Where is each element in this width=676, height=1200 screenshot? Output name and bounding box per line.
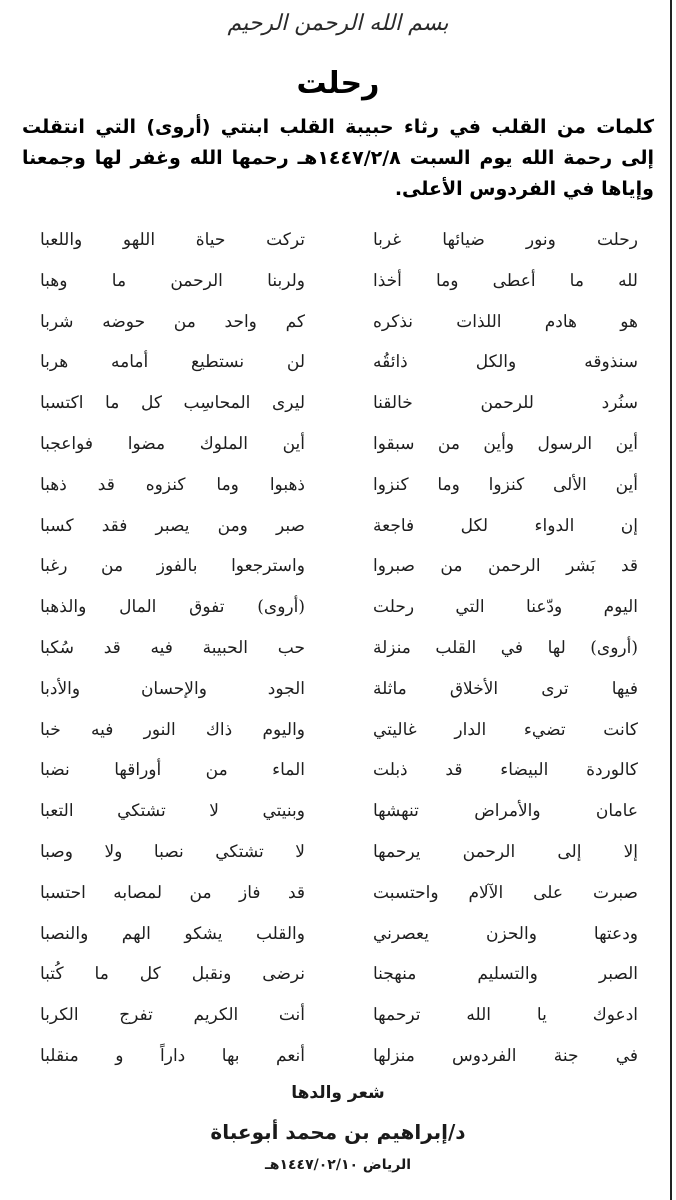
author-name: د/إبراهيم بن محمد أبوعباة <box>210 1120 466 1144</box>
intro-paragraph: كلمات من القلب في رثاء حبيبة القلب ابنتي (أروى) التي انتقلت إلى رحمة الله يوم السبت ١٤٤٧/٢/٨هـ رحمها الله وغفر لها وجمعنا وإياها في الفردوس الأعلى. <box>22 116 654 200</box>
poem-verse <box>40 914 638 955</box>
poem-verse <box>40 302 638 343</box>
verse-second-hemistich: ولربنا الرحمن ما وهبا <box>40 270 305 291</box>
verse-second-hemistich: وبنيتي لا تشتكي التعبا <box>40 801 305 822</box>
verse-second-hemistich: الماء من أوراقها نضبا <box>40 760 305 781</box>
poem-verse <box>40 628 638 669</box>
poem-title: رحلت <box>296 66 380 101</box>
verse-second-hemistich: ذهبوا وما كنزوه قد ذهبا <box>40 474 305 495</box>
poem-verse <box>40 995 638 1036</box>
poem-verse <box>40 465 638 506</box>
poem-verse <box>40 832 638 873</box>
verse-second-hemistich: أنت الكريم تفرج الكربا <box>40 1005 305 1026</box>
verse-first-hemistich: لله ما أعطى وما أخذا <box>373 270 638 291</box>
verse-first-hemistich: اليوم ودّعنا التي رحلت <box>373 597 638 618</box>
verse-first-hemistich: كالوردة البيضاء قد ذبلت <box>373 760 638 781</box>
poem-verse <box>40 506 638 547</box>
verse-second-hemistich: لا تشتكي نصبا ولا وصبا <box>40 841 305 862</box>
verse-first-hemistich: أين الألى كنزوا وما كنزوا <box>373 474 638 495</box>
verse-first-hemistich: فيها ترى الأخلاق ماثلة <box>373 678 638 699</box>
verse-first-hemistich: (أروى) لها في القلب منزلة <box>373 637 638 658</box>
verse-first-hemistich: إلا إلى الرحمن يرحمها <box>373 841 638 862</box>
verse-second-hemistich: صبر ومن يصبر فقد كسبا <box>40 515 305 536</box>
verse-second-hemistich: (أروى) تفوق المال والذهبا <box>40 597 305 618</box>
verse-second-hemistich: الجود والإحسان والأدبا <box>40 678 305 699</box>
place-date: الرياض ١٤٤٧/٠٢/١٠هـ <box>264 1157 412 1173</box>
verse-second-hemistich: ليرى المحاسِب كل ما اكتسبا <box>40 393 305 414</box>
verse-second-hemistich: حب الحبيبة فيه قد سُكبا <box>40 637 305 658</box>
verse-first-hemistich: كانت تضيء الدار غاليتي <box>373 719 638 740</box>
verse-second-hemistich: قد فاز من لمصابه احتسبا <box>40 882 305 903</box>
verse-first-hemistich: هو هادم اللذات نذكره <box>373 311 638 332</box>
verse-first-hemistich: ادعوك يا الله ترحمها <box>373 1005 638 1026</box>
verse-first-hemistich: أين الرسول وأين من سبقوا <box>373 433 638 454</box>
poem-verse <box>40 1036 638 1077</box>
basmala-heading: بسم الله الرحمن الرحيم <box>227 11 449 36</box>
poem-verse <box>40 750 638 791</box>
poem-verse <box>40 710 638 751</box>
author-label: شعر والدها <box>291 1083 385 1103</box>
poem-verse <box>40 424 638 465</box>
poem-verse <box>40 791 638 832</box>
verse-second-hemistich: لن نستطيع أمامه هربا <box>40 352 305 373</box>
verse-first-hemistich: سنُرد للرحمن خالقنا <box>373 393 638 414</box>
verse-second-hemistich: كم واحد من حوضه شربا <box>40 311 305 332</box>
poem-verse <box>40 261 638 302</box>
verse-first-hemistich: الصبر والتسليم منهجنا <box>373 964 638 985</box>
poem-verse <box>40 873 638 914</box>
poem-verse <box>40 546 638 587</box>
poem-verse <box>40 342 638 383</box>
verse-first-hemistich: رحلت ونور ضيائها غربا <box>373 230 638 250</box>
verse-first-hemistich: عامان والأمراض تنهشها <box>373 801 638 822</box>
verse-second-hemistich: والقلب يشكو الهم والنصبا <box>40 923 305 944</box>
poem-verse <box>40 220 638 261</box>
verse-second-hemistich: أين الملوك مضوا فواعجبا <box>40 433 305 454</box>
poem-verse <box>40 587 638 628</box>
verse-first-hemistich: صبرت على الآلام واحتسبت <box>373 882 638 903</box>
poem-verses <box>40 220 638 1077</box>
verse-second-hemistich: أنعم بها داراً و منقلبا <box>40 1045 305 1066</box>
verse-first-hemistich: ودعتها والحزن يعصرني <box>373 923 638 944</box>
verse-second-hemistich: واليوم ذاك النور فيه خبا <box>40 719 305 740</box>
verse-first-hemistich: قد بَشر الرحمن من صبروا <box>373 556 638 577</box>
poem-verse <box>40 383 638 424</box>
page-edge-border <box>670 0 672 1200</box>
verse-second-hemistich: واسترجعوا بالفوز من رغبا <box>40 556 305 577</box>
verse-second-hemistich: تركت حياة اللهو واللعبا <box>40 230 305 250</box>
verse-first-hemistich: سنذوقه والكل ذائقُه <box>373 352 638 373</box>
verse-first-hemistich: في جنة الفردوس منزلها <box>373 1045 638 1066</box>
verse-second-hemistich: نرضى ونقبل كل ما كُتبا <box>40 964 305 985</box>
verse-first-hemistich: إن الدواء لكل فاجعة <box>373 515 638 536</box>
poem-verse <box>40 669 638 710</box>
poem-verse <box>40 954 638 995</box>
